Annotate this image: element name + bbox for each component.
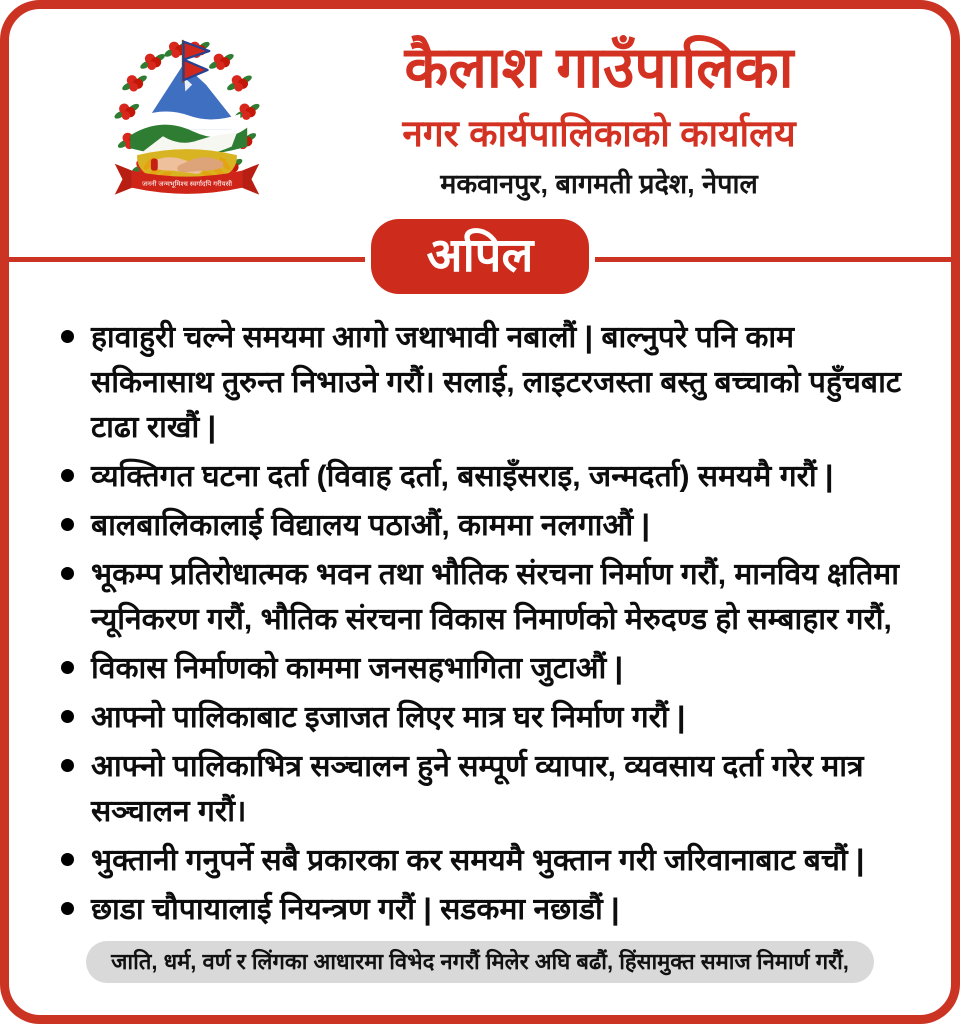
header bbox=[9, 9, 951, 205]
bullet-dot bbox=[61, 661, 74, 674]
address-line: मकवानपुर, बागमती प्रदेश, नेपाल bbox=[440, 168, 758, 199]
appeal-item-text: आफ्नो पालिकाबाट इजाजत लिएर मात्र घर निर्माण गरौं | bbox=[91, 701, 686, 734]
appeal-item-text: आफ्नो पालिकाभित्र सञ्चालन हुने सम्पूर्ण व्यापार, व्यवसाय दर्ता गरेर मात्र सञ्चालन गरौं। bbox=[91, 750, 864, 828]
appeal-item bbox=[61, 503, 907, 548]
appeal-item-text: बालबालिकालाई विद्यालय पठाऔं, काममा नलगाऔं | bbox=[91, 509, 650, 542]
office-subtitle: नगर कार्यपालिकाको कार्यालय bbox=[402, 112, 796, 154]
appeal-item bbox=[61, 744, 907, 834]
bullet-dot bbox=[61, 853, 74, 866]
appeal-item bbox=[61, 646, 907, 691]
bullet-dot bbox=[61, 469, 74, 482]
appeal-item bbox=[61, 695, 907, 740]
appeal-item bbox=[61, 552, 907, 642]
bullet-dot bbox=[61, 902, 74, 915]
appeal-item-text: हावाहुरी चल्ने समयमा आगो जथाभावी नबालौं | बाल्नुपरे पनि काम सकिनासाथ तुरुन्त निभाउने गरौं। सलाई, लाइटरजस्ता बस्तु बच्चाको पहुँचबाट टाढा राखौं | bbox=[91, 321, 901, 444]
appeal-item bbox=[61, 838, 907, 883]
bullet-dot bbox=[61, 710, 74, 723]
appeal-item bbox=[61, 315, 907, 450]
appeal-item bbox=[61, 454, 907, 499]
appeal-item-text: भूकम्प प्रतिरोधात्मक भवन तथा भौतिक संरचना निर्माण गरौं, मानविय क्षतिमा न्यूनिकरण गरौं, भौतिक संरचना विकास निमार्णको मेरुदण्ड हो सम्बाहार गरौं, bbox=[91, 558, 899, 636]
appeal-item-text: छाडा चौपायालाई नियन्त्रण गरौं | सडकमा नछाडौं | bbox=[91, 893, 620, 926]
appeal-list bbox=[9, 315, 951, 932]
appeal-item-text: व्यक्तिगत घटना दर्ता (विवाह दर्ता, बसाइँसराइ, जन्मदर्ता) समयमै गरौं | bbox=[91, 460, 834, 493]
bullet-dot bbox=[61, 567, 74, 580]
footer-row bbox=[9, 941, 951, 983]
appeal-item bbox=[61, 887, 907, 932]
badge-row bbox=[9, 219, 951, 303]
appeal-item-text: विकास निर्माणको काममा जनसहभागिता जुटाऔं | bbox=[91, 652, 624, 685]
appeal-item-text: भुक्तानी गनुपर्ने सबै प्रकारका कर समयमै भुक्तान गरी जरिवानाबाट बचौं | bbox=[91, 844, 865, 877]
header-text bbox=[293, 37, 905, 201]
bullet-dot bbox=[61, 759, 74, 772]
municipality-title: कैलाश गाउँपालिका bbox=[404, 36, 794, 101]
bullet-dot bbox=[61, 518, 74, 531]
motto-text: जननी जन्मभूमिश्च स्वर्गादपि गरीयसी bbox=[141, 181, 233, 189]
appeal-badge: अपिल bbox=[371, 219, 590, 294]
nepal-government-emblem-logo bbox=[101, 33, 273, 205]
footer-note: जाति, धर्म, वर्ण र लिंगका आधारमा विभेद नगरौं मिलेर अघि बढौं, हिंसामुक्त समाज निमार्ण गरौं, bbox=[86, 941, 874, 983]
bullet-dot bbox=[61, 330, 74, 343]
